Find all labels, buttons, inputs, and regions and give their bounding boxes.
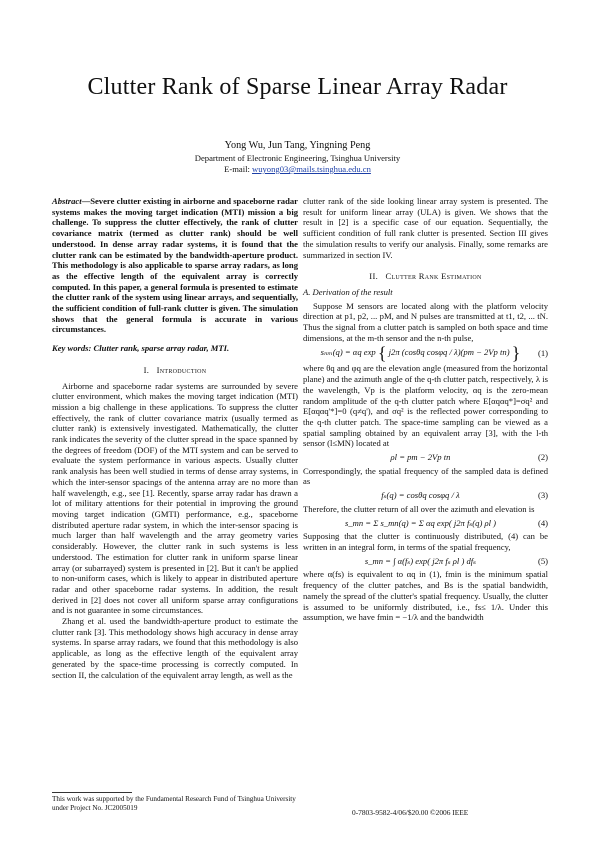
right-paragraph-2: Suppose M sensors are located along with the platform velocity direction at p1, p2, ... pM, and N pulses are transmitted at t1, t2, ... tN. Thus the signal from a clutter patch is sampled on both space and time dimensions, at the m-th sensor and the n-th pulse, [303, 300, 548, 343]
equation-number: (1) [537, 348, 548, 359]
paper-title: Clutter Rank of Sparse Linear Array Radar [87, 74, 508, 100]
section-number: II. [369, 271, 379, 282]
intro-paragraph-1: Airborne and spaceborne radar systems are surrounded by severe clutter environment, which makes the moving target indication (MTI) mission a big challenge in these applications. To suppress the clutter effectively, the rank of clutter covariance matrix (usually termed as clutter rank) is extensively investigated. Mathematically, the clutter rank indicates the severity of the clutter spread in the space spanned by the degrees of freedom (DOF) of the MTI system and can be served to evaluate the system performance in various aspects. Usually clutter rank analysis has been well studied in terms of dense array systems, in which the inter-sensor spacings of the antenna array are no more than half wavelength, e.g., see [1]. Recently, sparse array radar has drawn a lot of military attentions for their potential in improving the ground moving target indication (GMTI) performance, e.g., spaceborne distributed aperture radar system, in which the inter-sensor spacing is much larger than half wavelength and the array geometry varies considerably. However, the clutter rank in such systems is less understood. The estimation for clutter rank in uniform sparse linear array (or subarrayed) system is presented in [2]. But it can't be applied to non-uniform cases, which is likely to appear in distributed aperture radar and other spaceborne radar systems. In addition, the result derived in [2] does not cover all uniform sparse array configurations and is not guarantee in some circumstances. [52, 380, 298, 616]
equation-2-body: ρl = pm − 2Vp tn [390, 452, 451, 463]
equation-5 [303, 556, 548, 567]
subsection-heading: A. Derivation of the result [303, 286, 393, 297]
intro-paragraph-2: Zhang et al. used the bandwidth-aperture product to estimate the clutter rank [3]. This methodology shows high accuracy in dense array systems. In sparse array radars, we found that this methodology is also applicable, as long as the effective length of the equivalent array generated by the space-time processing is correctly computed. In section II, the calculation of the equivalent array length, as well as the [52, 616, 298, 680]
email-label: E-mail: [224, 164, 252, 174]
equation-5-body: s_mn = ∫ α(fₛ) exp( j2π fₛ ρl ) dfₛ [364, 555, 477, 566]
author-list: Yong Wu, Jun Tang, Yingning Peng [224, 140, 371, 151]
footnote: This work was supported by the Fundamental Research Fund of Tsinghua University under Project No. JC2005019 [52, 795, 296, 812]
keywords-lead: Key words: [52, 343, 94, 354]
email-link[interactable]: wuyong03@mails.tsinghua.edu.cn [252, 164, 371, 174]
section-title: Introduction [156, 364, 207, 375]
equation-1-rhs: j2π (cosθq cosφq / λ)(pm − 2Vp tn) [388, 347, 510, 358]
keywords-text: Clutter rank, sparse array radar, MTI. [93, 343, 230, 354]
left-column [52, 196, 298, 680]
section-number: I. [143, 364, 150, 375]
right-paragraph-4: Correspondingly, the spatial frequency of the sampled data is defined as [303, 465, 548, 487]
right-paragraph-7: where α(fs) is equivalent to αq in (1), fmin is the minimum spatial frequency of the clutter patches, and Bs is the spatial bandwidth, namely the spread of the clutter's spatial frequency. Usually, the clutter is assumed to be uniformly distributed, i.e., fs≤ 1/λ. Under this assumption, we have fmin = −1/λ and the bandwidth [303, 569, 548, 623]
equation-number: (2) [537, 452, 548, 463]
equation-4 [303, 518, 548, 529]
right-paragraph-6: Supposing that the clutter is continuously distributed, (4) can be written in an integral form, in terms of the spatial frequency, [303, 531, 548, 552]
right-paragraph-1: clutter rank of the side looking linear array system is presented. The result for uniform linear array (ULA) is given. We shows that the result in [2] is a specific case of our equation. Sequentially, the sufficient condition of full rank clutter is presented. Section III gives the simulation results to verify our analysis. Finally, some remarks are summarized in section IV. [303, 196, 548, 260]
equation-number: (3) [537, 490, 548, 501]
equation-number: (4) [537, 517, 548, 528]
right-paragraph-3: where θq and φq are the elevation angle (measured from the horizontal plane) and the azimuth angle of the q-th clutter patch, respectively, λ is the wavelength, Vp is the platform velocity, αq is the zero-mean random amplitude of the q-th clutter patch where E[αqαq*]=σq² and E[αqαq'*]=0 (q≠q'), and σq² is the reflected power corresponding to the q-th clutter patch. The space-time sampling can be viewed as a spatial sampling obtained by an equivalent array [3], with the l-th sensor (l≤MN) located at [303, 363, 548, 449]
right-column [303, 196, 548, 623]
footnote-rule [52, 792, 132, 793]
section-title: Clutter Rank Estimation [385, 271, 482, 282]
keywords [52, 343, 298, 354]
email-line [40, 164, 555, 175]
affiliation: Department of Electronic Engineering, Tsinghua University [194, 153, 401, 163]
copyright-notice: 0-7803-9582-4/06/$20.00 ©2006 IEEE [352, 808, 469, 817]
equation-1: sₙₘ(q) = αq exp { j2π (cosθq cosφq / λ)(pm − 2Vp tn) } (1) [320, 343, 548, 364]
equation-3 [303, 490, 548, 501]
abstract-lead: Abstract [52, 196, 82, 206]
equation-1-lhs: sₙₘ(q) = αq exp [320, 347, 376, 358]
equation-3-body: fₛ(q) = cosθq cosφq / λ [381, 490, 460, 501]
section-heading-2 [303, 271, 548, 282]
equation-number: (5) [537, 555, 548, 566]
abstract [52, 196, 298, 335]
abstract-body: —Severe clutter existing in airborne and spaceborne radar systems makes the moving target indication (MTI) mission a big challenge. To suppress the clutter effectively, the rank of clutter covariance matrix (termed as clutter rank) should be well understood. In dense array radar systems, it is found that the clutter rank can be estimated by the bandwidth-aperture product. This methodology is also applicable to sparse array radars, as long as the effective length of the equivalent array is correctly computed. In this paper, a general formula is presented to estimate the clutter rank of the system using linear arrays, and sequentially, the sufficient condition of full-rank clutter is given. The simulation shows that the general formula is accurate in various circumstances. [52, 196, 298, 335]
right-paragraph-5: Therefore, the clutter return of all over the azimuth and elevation is [303, 503, 535, 514]
section-heading-1 [52, 365, 298, 376]
equation-4-body: s_mn = Σ s_mn(q) = Σ αq exp( j2π fₛ(q) ρl ) [344, 517, 496, 528]
equation-2 [303, 452, 548, 463]
